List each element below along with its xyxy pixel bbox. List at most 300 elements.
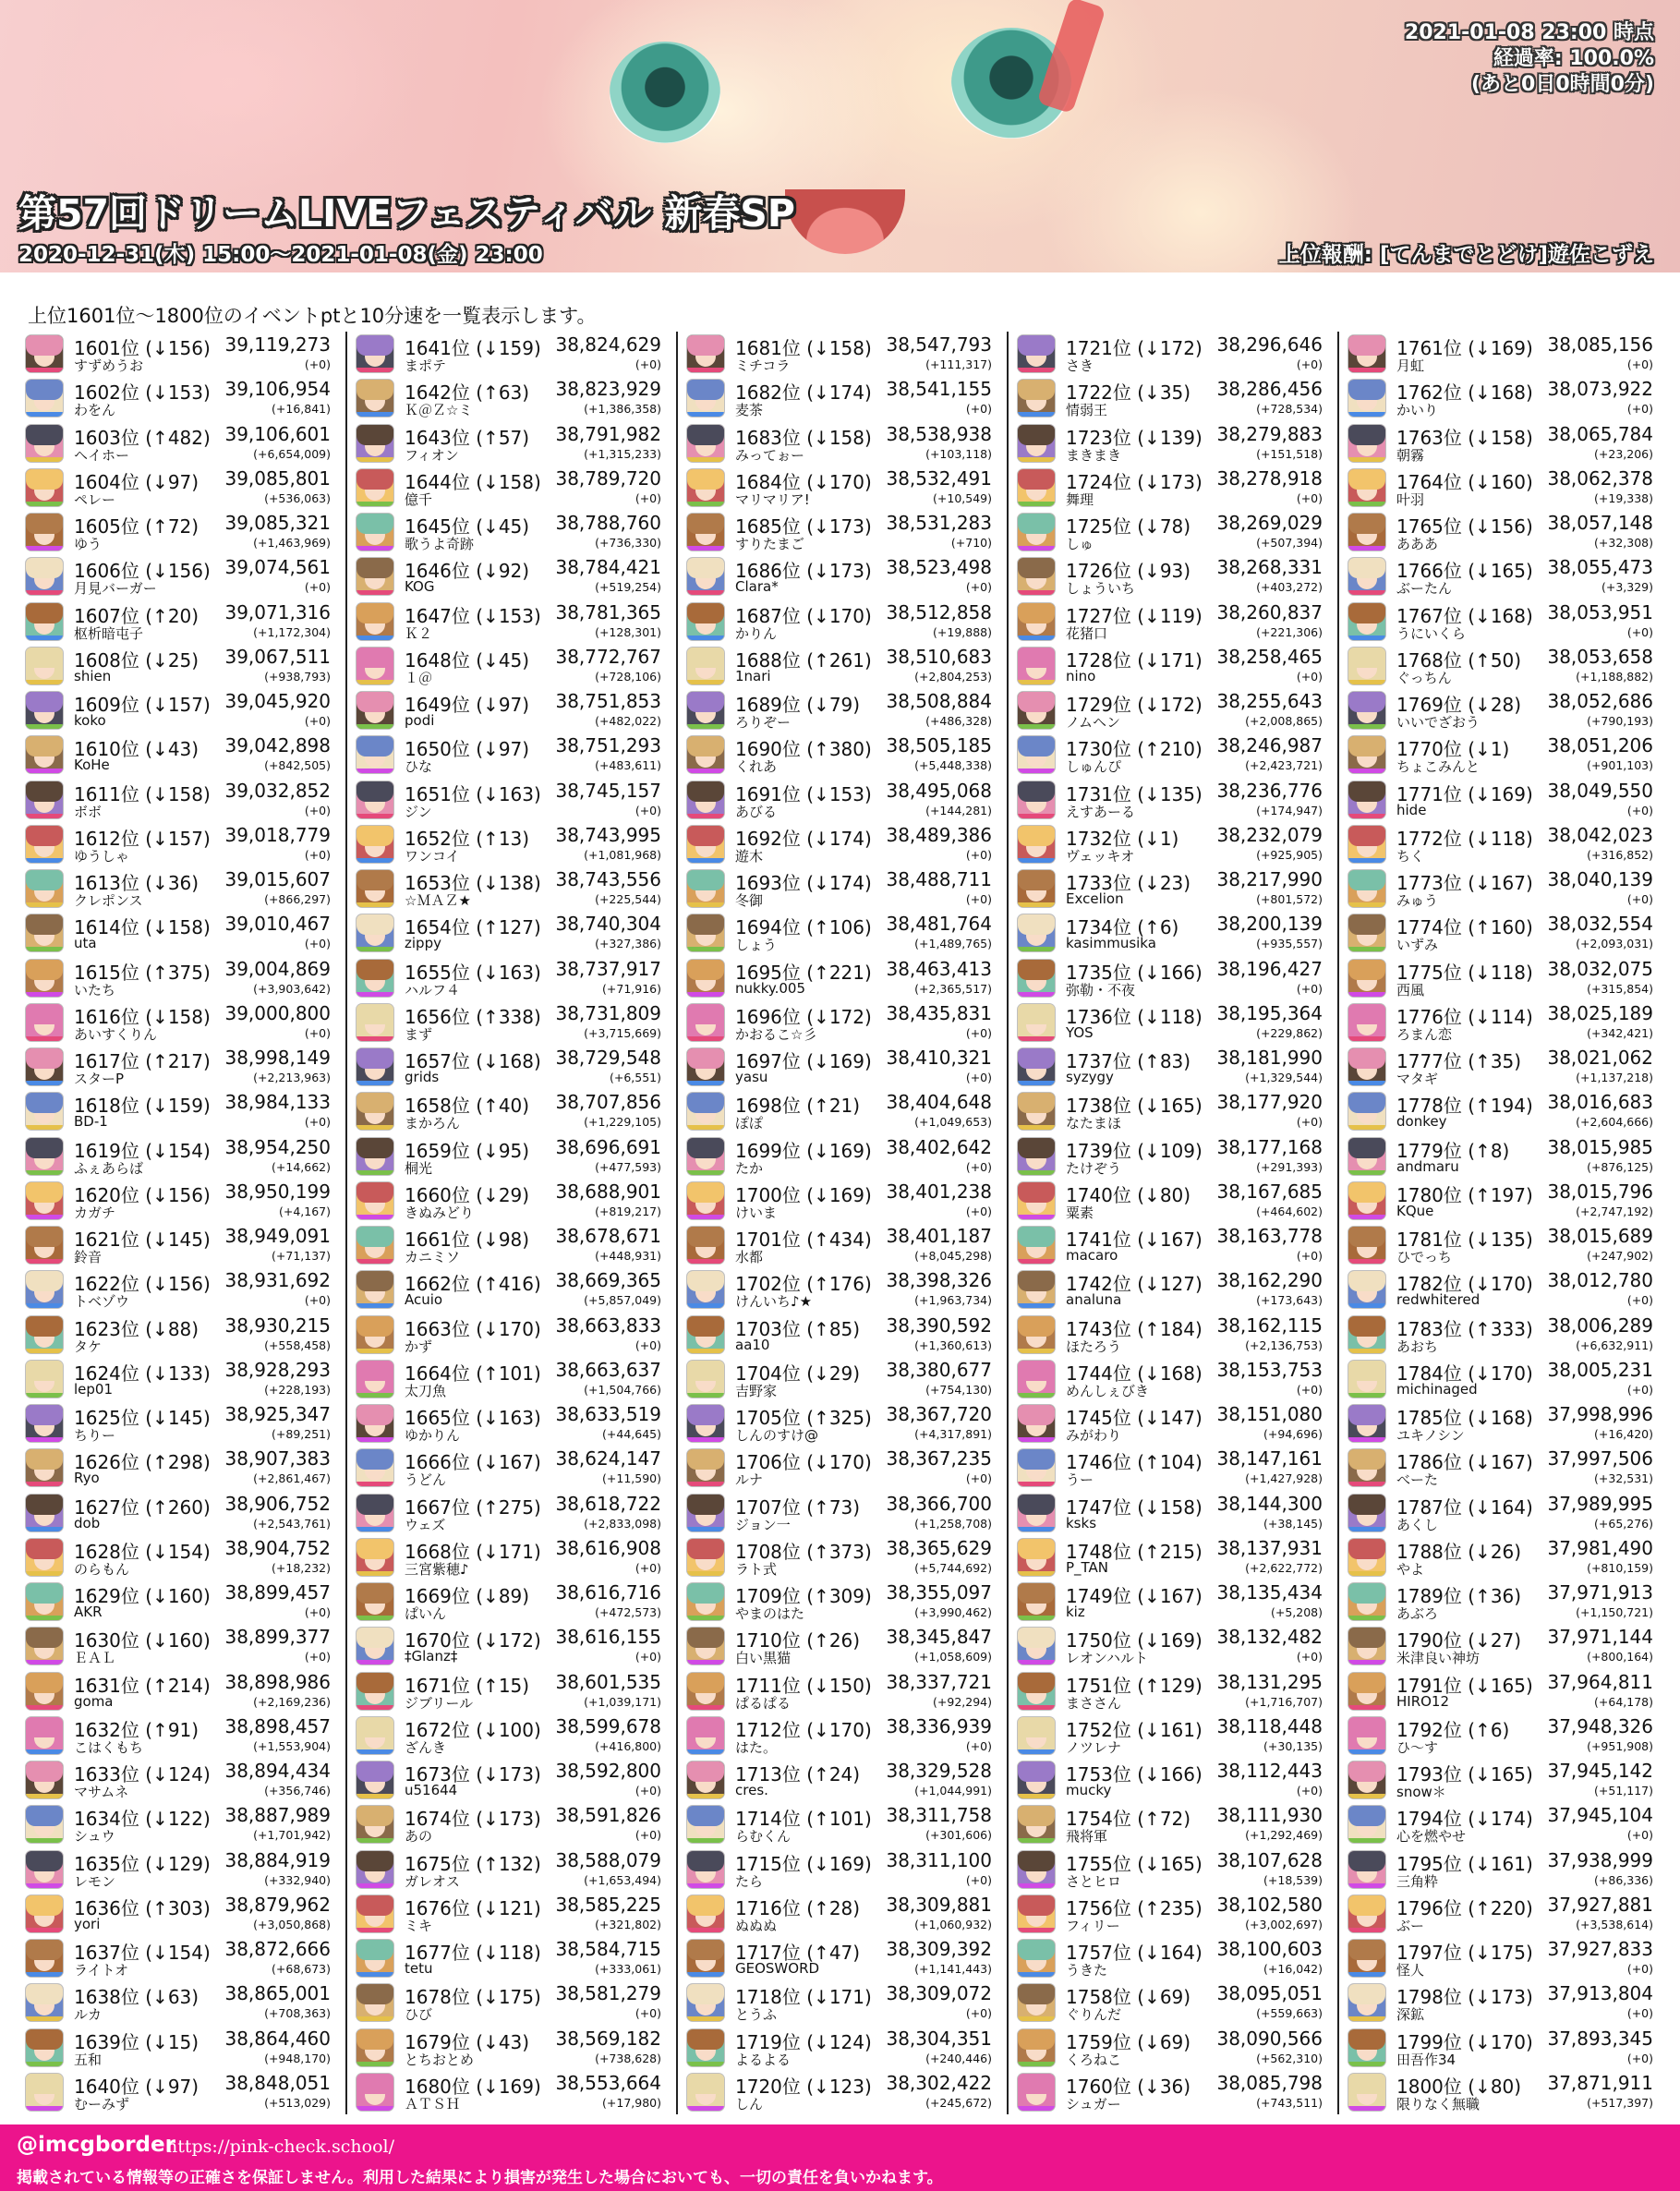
avatar-frame	[687, 1081, 724, 1085]
idol-avatar-icon	[26, 1449, 63, 1486]
idol-avatar-icon	[1348, 960, 1385, 997]
avatar-frame	[26, 947, 63, 951]
avatar-hair	[357, 1628, 393, 1648]
ranking-entry	[1348, 1401, 1659, 1446]
ranking-entry	[357, 1936, 667, 1980]
event-points: 38,053,658	[1547, 645, 1653, 668]
avatar-hair	[357, 1361, 393, 1381]
rank-change: 1605位 (↑72)	[74, 515, 199, 538]
idol-avatar-icon	[1018, 1361, 1055, 1398]
ranking-entry	[1348, 332, 1659, 376]
avatar-hair	[1348, 1673, 1385, 1693]
event-points: 38,707,856	[555, 1091, 661, 1114]
ranking-entry	[26, 1089, 336, 1133]
avatar-frame	[26, 2062, 63, 2066]
site-url-link[interactable]: https://pink-check.school/	[166, 2137, 394, 2157]
avatar-hair	[26, 1361, 63, 1381]
player-name: podi	[405, 712, 435, 729]
rank-change: 1712位 (↓170)	[735, 1718, 872, 1741]
event-points: 37,893,345	[1547, 2027, 1653, 2050]
player-name: しょういち	[1066, 580, 1136, 598]
avatar-hair	[687, 648, 724, 668]
idol-avatar-icon	[687, 1895, 724, 1932]
avatar-frame	[1348, 1393, 1385, 1398]
avatar-hair	[1018, 1495, 1055, 1515]
event-points: 38,553,664	[555, 2071, 661, 2094]
player-name: あおち	[1396, 1338, 1439, 1355]
event-points: 38,624,147	[555, 1447, 661, 1471]
idol-avatar-icon	[357, 1182, 393, 1219]
idol-avatar-icon	[687, 1628, 724, 1664]
player-name: 西風	[1396, 981, 1425, 999]
event-points: 38,401,238	[886, 1180, 992, 1203]
event-points: 37,927,833	[1547, 1938, 1653, 1960]
ten-minute-speed: (+938,793)	[264, 669, 331, 684]
ranking-entry	[1348, 688, 1659, 732]
avatar-hair	[1018, 1984, 1055, 2004]
ten-minute-speed: (+2,093,031)	[1576, 937, 1653, 951]
rank-change: 1623位 (↓88)	[74, 1317, 199, 1340]
avatar-frame	[1018, 1838, 1055, 1843]
idol-avatar-icon	[357, 1673, 393, 1710]
avatar-hair	[1348, 870, 1385, 890]
avatar-frame	[1018, 680, 1055, 684]
avatar-hair	[26, 1004, 63, 1024]
avatar-frame	[26, 1482, 63, 1486]
event-points: 38,463,413	[886, 957, 992, 980]
event-points: 38,887,989	[224, 1804, 331, 1827]
player-name: とうふ	[735, 2006, 778, 2024]
rank-change: 1744位 (↓168)	[1066, 1362, 1203, 1385]
event-points: 39,074,561	[224, 556, 331, 579]
ranking-entry	[26, 1669, 336, 1713]
avatar-hair	[687, 1361, 724, 1381]
ten-minute-speed: (+801,572)	[1256, 892, 1323, 906]
event-points: 38,569,182	[555, 2027, 661, 2050]
avatar-hair	[357, 1495, 393, 1515]
event-points: 38,984,133	[224, 1091, 331, 1114]
avatar-frame	[687, 502, 724, 506]
player-name: けいま	[735, 1204, 778, 1221]
ranking-entry	[1348, 466, 1659, 510]
avatar-hair	[687, 1449, 724, 1470]
ten-minute-speed: (+810,159)	[1587, 1560, 1653, 1575]
avatar-hair	[687, 603, 724, 623]
ranking-entry	[687, 644, 997, 688]
event-points: 38,899,457	[224, 1581, 331, 1604]
ten-minute-speed: (+486,328)	[925, 714, 992, 728]
rank-change: 1750位 (↓169)	[1066, 1629, 1203, 1652]
event-points: 38,269,029	[1216, 512, 1323, 534]
ranking-entry	[687, 1223, 997, 1267]
rank-change: 1753位 (↓166)	[1066, 1763, 1203, 1785]
avatar-frame	[1348, 1482, 1385, 1486]
rank-change: 1654位 (↑127)	[405, 916, 541, 939]
avatar-hair	[1018, 1806, 1055, 1826]
event-points: 38,032,554	[1547, 913, 1653, 936]
rank-change: 1783位 (↑333)	[1396, 1317, 1533, 1340]
avatar-hair	[687, 1539, 724, 1559]
ten-minute-speed: (+103,118)	[925, 446, 992, 461]
player-name: めんしぇびき	[1066, 1382, 1150, 1399]
player-name: 鈴音	[74, 1249, 103, 1265]
player-name: ぬぬぬ	[735, 1917, 778, 1934]
ranking-entry	[26, 1892, 336, 1936]
event-points: 39,085,801	[224, 466, 331, 490]
avatar-hair	[1348, 736, 1385, 757]
avatar-frame	[1018, 1571, 1055, 1576]
ten-minute-speed: (+0)	[304, 714, 331, 728]
avatar-hair	[357, 870, 393, 890]
event-points: 38,906,752	[224, 1492, 331, 1515]
ten-minute-speed: (+86,336)	[1594, 1872, 1653, 1887]
avatar-hair	[1348, 1271, 1385, 1291]
event-points: 38,928,293	[224, 1358, 331, 1381]
avatar-frame	[1348, 680, 1385, 684]
ten-minute-speed: (+5,208)	[1270, 1605, 1323, 1619]
ten-minute-speed: (+0)	[304, 357, 331, 371]
ranking-entry	[1348, 1267, 1659, 1312]
avatar-hair	[26, 1539, 63, 1559]
player-name: analuna	[1066, 1291, 1122, 1309]
player-name: あくし	[1396, 1516, 1439, 1533]
ranking-entry	[687, 466, 997, 510]
rank-change: 1671位 (↑15)	[405, 1674, 530, 1697]
rank-change: 1719位 (↓124)	[735, 2030, 872, 2053]
ranking-entry	[26, 1223, 336, 1267]
ranking-entry	[1348, 510, 1659, 554]
player-name: ペレー	[74, 490, 116, 508]
avatar-frame	[1348, 1527, 1385, 1531]
idol-avatar-icon	[1348, 335, 1385, 372]
avatar-frame	[687, 1972, 724, 1977]
player-name: 五和	[74, 2051, 103, 2068]
rank-change: 1780位 (↑197)	[1396, 1183, 1533, 1206]
ranking-entry	[357, 956, 667, 1000]
player-name: cres.	[735, 1782, 768, 1798]
avatar-frame	[1348, 1571, 1385, 1576]
event-points: 38,547,793	[886, 333, 992, 356]
ranking-entry	[357, 599, 667, 644]
ten-minute-speed: (+151,518)	[1256, 446, 1323, 461]
avatar-hair	[357, 1405, 393, 1425]
rank-change: 1700位 (↓169)	[735, 1183, 872, 1206]
idol-avatar-icon	[1018, 425, 1055, 462]
ten-minute-speed: (+482,022)	[595, 714, 661, 728]
ranking-entry	[1348, 866, 1659, 911]
ranking-entry	[687, 1624, 997, 1668]
event-points: 38,601,535	[555, 1670, 661, 1693]
player-name: しんのすけ@	[735, 1427, 819, 1444]
ranking-entry	[1348, 421, 1659, 466]
event-points: 38,163,778	[1216, 1225, 1323, 1247]
ranking-entry	[687, 1089, 997, 1133]
avatar-hair	[1018, 870, 1055, 890]
event-points: 38,279,883	[1216, 422, 1323, 445]
player-name: ひ～す	[1396, 1738, 1439, 1756]
player-name: ヘイホー	[74, 446, 130, 464]
player-name: こはくもち	[74, 1738, 144, 1756]
ten-minute-speed: (+16,042)	[1263, 1962, 1323, 1976]
idol-avatar-icon	[687, 1717, 724, 1754]
idol-avatar-icon	[26, 692, 63, 729]
avatar-frame	[26, 1883, 63, 1888]
idol-avatar-icon	[357, 514, 393, 551]
idol-avatar-icon	[26, 960, 63, 997]
avatar-frame	[1018, 1125, 1055, 1130]
event-points: 38,177,920	[1216, 1091, 1323, 1114]
avatar-hair	[687, 692, 724, 712]
ranking-entry	[26, 332, 336, 376]
idol-avatar-icon	[1018, 1004, 1055, 1041]
event-points: 38,112,443	[1216, 1760, 1323, 1782]
rank-change: 1640位 (↓97)	[74, 2075, 199, 2098]
avatar-frame	[357, 1616, 393, 1620]
rank-change: 1607位 (↑20)	[74, 604, 199, 627]
event-points: 39,000,800	[224, 1001, 331, 1024]
idol-avatar-icon	[357, 1539, 393, 1576]
ranking-entry	[1018, 1892, 1328, 1936]
avatar-frame	[687, 1571, 724, 1576]
player-name: べーた	[1396, 1471, 1439, 1489]
avatar-frame	[357, 947, 393, 951]
idol-avatar-icon	[1018, 1449, 1055, 1486]
rank-change: 1676位 (↓121)	[405, 1896, 541, 1919]
avatar-hair	[1018, 1048, 1055, 1069]
idol-avatar-icon	[1348, 1895, 1385, 1932]
player-name: 花猪口	[1066, 624, 1108, 642]
ranking-entry	[357, 1669, 667, 1713]
rank-change: 1736位 (↓118)	[1066, 1005, 1203, 1028]
event-points: 37,964,811	[1547, 1670, 1653, 1693]
player-name: ＡＴＳＨ	[405, 2095, 461, 2112]
ranking-entry	[357, 1267, 667, 1312]
event-points: 38,592,800	[555, 1760, 661, 1782]
avatar-frame	[1018, 546, 1055, 551]
idol-avatar-icon	[26, 514, 63, 551]
ranking-entry	[26, 510, 336, 554]
rank-change: 1617位 (↑217)	[74, 1050, 211, 1072]
ten-minute-speed: (+790,193)	[1587, 714, 1653, 728]
ranking-entry	[1018, 1223, 1328, 1267]
ten-minute-speed: (+935,557)	[1256, 937, 1323, 951]
event-points: 38,898,986	[224, 1670, 331, 1693]
avatar-frame	[1348, 769, 1385, 773]
twitter-account-link[interactable]: @imcgborder	[17, 2133, 175, 2157]
avatar-hair	[1348, 1895, 1385, 1916]
avatar-hair	[26, 914, 63, 935]
event-points: 37,997,506	[1547, 1447, 1653, 1471]
avatar-hair	[1348, 1851, 1385, 1871]
idol-avatar-icon	[26, 425, 63, 462]
avatar-frame	[687, 1393, 724, 1398]
idol-avatar-icon	[1348, 1093, 1385, 1130]
avatar-frame	[687, 1215, 724, 1219]
event-points: 38,151,080	[1216, 1403, 1323, 1425]
rank-change: 1681位 (↓158)	[735, 337, 872, 359]
avatar-hair	[357, 1583, 393, 1604]
avatar-hair	[687, 1316, 724, 1337]
avatar-frame	[687, 546, 724, 551]
event-points: 38,784,421	[555, 556, 661, 579]
rank-change: 1683位 (↓158)	[735, 426, 872, 449]
ranking-entry	[1018, 1134, 1328, 1179]
ranking-entry	[1018, 688, 1328, 732]
idol-avatar-icon	[687, 1851, 724, 1888]
avatar-hair	[357, 1227, 393, 1247]
player-name: ウェズ	[405, 1516, 446, 1533]
event-points: 38,181,990	[1216, 1047, 1323, 1069]
idol-avatar-icon	[26, 870, 63, 907]
avatar-frame	[687, 947, 724, 951]
avatar-frame	[1348, 1928, 1385, 1932]
player-name: ちょこみんと	[1396, 758, 1481, 776]
avatar-frame	[26, 2016, 63, 2021]
ten-minute-speed: (+519,254)	[595, 580, 661, 595]
ten-minute-speed: (+2,622,772)	[1245, 1560, 1323, 1575]
avatar-frame	[687, 680, 724, 684]
idol-avatar-icon	[1018, 1093, 1055, 1130]
idol-avatar-icon	[687, 1361, 724, 1398]
player-name: マタギ	[1396, 1071, 1439, 1087]
rank-change: 1656位 (↑338)	[405, 1005, 541, 1028]
idol-avatar-icon	[1348, 603, 1385, 640]
avatar-frame	[1348, 1794, 1385, 1798]
event-points: 38,585,225	[555, 1893, 661, 1916]
ranking-entry	[26, 911, 336, 955]
ranking-entry	[1018, 822, 1328, 866]
ranking-entry	[687, 956, 997, 1000]
ten-minute-speed: (+819,217)	[595, 1204, 661, 1218]
rank-change: 1621位 (↓145)	[74, 1229, 211, 1251]
idol-avatar-icon	[26, 1138, 63, 1175]
player-name: 桐光	[405, 1159, 433, 1177]
event-points: 38,232,079	[1216, 823, 1323, 846]
avatar-hair	[357, 335, 393, 356]
ranking-entry	[357, 1713, 667, 1758]
rank-change: 1661位 (↓98)	[405, 1229, 530, 1251]
ten-minute-speed: (+19,338)	[1594, 490, 1653, 505]
ten-minute-speed: (+173,643)	[1256, 1293, 1323, 1308]
avatar-frame	[1348, 636, 1385, 640]
rank-change: 1764位 (↓160)	[1396, 470, 1533, 493]
ten-minute-speed: (+94,696)	[1263, 1427, 1323, 1441]
ranking-entry	[26, 1847, 336, 1892]
avatar-hair	[357, 781, 393, 802]
avatar-hair	[26, 335, 63, 356]
ranking-entry	[26, 2070, 336, 2114]
avatar-hair	[1018, 1583, 1055, 1604]
rank-change: 1702位 (↑176)	[735, 1273, 872, 1296]
ranking-entry	[357, 1446, 667, 1490]
player-name: ヴェッキオ	[1066, 847, 1135, 865]
rank-change: 1765位 (↓156)	[1396, 515, 1533, 538]
ten-minute-speed: (+738,628)	[595, 2051, 661, 2065]
event-points: 38,523,498	[886, 556, 992, 579]
ranking-entry	[687, 1758, 997, 1802]
idol-avatar-icon	[687, 335, 724, 372]
idol-avatar-icon	[1348, 1673, 1385, 1710]
rank-change: 1664位 (↑101)	[405, 1362, 541, 1385]
event-points: 38,025,189	[1547, 1001, 1653, 1024]
ranking-entry	[1018, 1267, 1328, 1312]
ranking-entry	[1018, 1491, 1328, 1535]
avatar-hair	[1348, 425, 1385, 445]
event-points: 38,581,279	[555, 1982, 661, 2005]
description-text: 上位1601位～1800位のイベントptと10分速を一覧表示します。	[28, 305, 597, 327]
event-points: 38,925,347	[224, 1403, 331, 1425]
event-points: 38,904,752	[224, 1536, 331, 1559]
avatar-hair	[1018, 2074, 1055, 2094]
ranking-entry	[26, 732, 336, 777]
player-name: macaro	[1066, 1247, 1118, 1264]
avatar-frame	[26, 1081, 63, 1085]
avatar-frame	[357, 1036, 393, 1041]
player-name: 深鉱	[1396, 2006, 1425, 2024]
avatar-frame	[1348, 502, 1385, 506]
ten-minute-speed: (+536,063)	[264, 490, 331, 505]
event-points: 38,931,692	[224, 1269, 331, 1292]
avatar-frame	[357, 1081, 393, 1085]
player-name: 怪人	[1396, 1962, 1425, 1979]
ranking-entry	[1348, 1580, 1659, 1624]
rank-change: 1612位 (↓157)	[74, 827, 211, 850]
idol-avatar-icon	[1018, 914, 1055, 951]
ranking-entry	[357, 1847, 667, 1892]
ranking-entry	[357, 1535, 667, 1580]
player-name: かいり	[1396, 402, 1439, 419]
player-name: うきた	[1066, 1962, 1108, 1979]
avatar-hair	[1348, 1361, 1385, 1381]
idol-avatar-icon	[357, 914, 393, 951]
player-name: ざんき	[405, 1738, 447, 1756]
avatar-frame	[1018, 992, 1055, 997]
ranking-entry	[357, 2026, 667, 2070]
ranking-entry	[357, 688, 667, 732]
ten-minute-speed: (+89,251)	[272, 1427, 331, 1441]
avatar-frame	[357, 1125, 393, 1130]
avatar-hair	[26, 1583, 63, 1604]
avatar-frame	[1348, 546, 1385, 551]
ten-minute-speed: (+925,905)	[1256, 847, 1323, 862]
ranking-entry	[26, 1313, 336, 1357]
player-name: 吉野家	[735, 1382, 778, 1399]
avatar-hair	[1018, 1182, 1055, 1203]
avatar-frame	[1018, 902, 1055, 907]
event-points: 38,065,784	[1547, 422, 1653, 445]
avatar-frame	[1018, 1437, 1055, 1442]
player-name: 水都	[735, 1249, 764, 1265]
idol-avatar-icon	[26, 1539, 63, 1576]
event-points: 38,663,637	[555, 1358, 661, 1381]
avatar-hair	[357, 1138, 393, 1158]
idol-avatar-icon	[1018, 1940, 1055, 1977]
ranking-entry	[357, 778, 667, 822]
player-name: 月見バーガー	[74, 580, 157, 598]
event-points: 38,311,100	[886, 1848, 992, 1871]
rank-change: 1626位 (↑298)	[74, 1451, 211, 1474]
player-name: ‡Glanz‡	[405, 1648, 458, 1665]
avatar-frame	[357, 1393, 393, 1398]
avatar-frame	[357, 2016, 393, 2021]
player-name: えすあーる	[1066, 803, 1136, 820]
avatar-frame	[687, 1705, 724, 1710]
avatar-frame	[357, 502, 393, 506]
ranking-entry	[26, 376, 336, 420]
avatar-hair	[687, 1806, 724, 1826]
player-name: donkey	[1396, 1113, 1447, 1131]
event-points: 38,095,051	[1216, 1982, 1323, 2005]
